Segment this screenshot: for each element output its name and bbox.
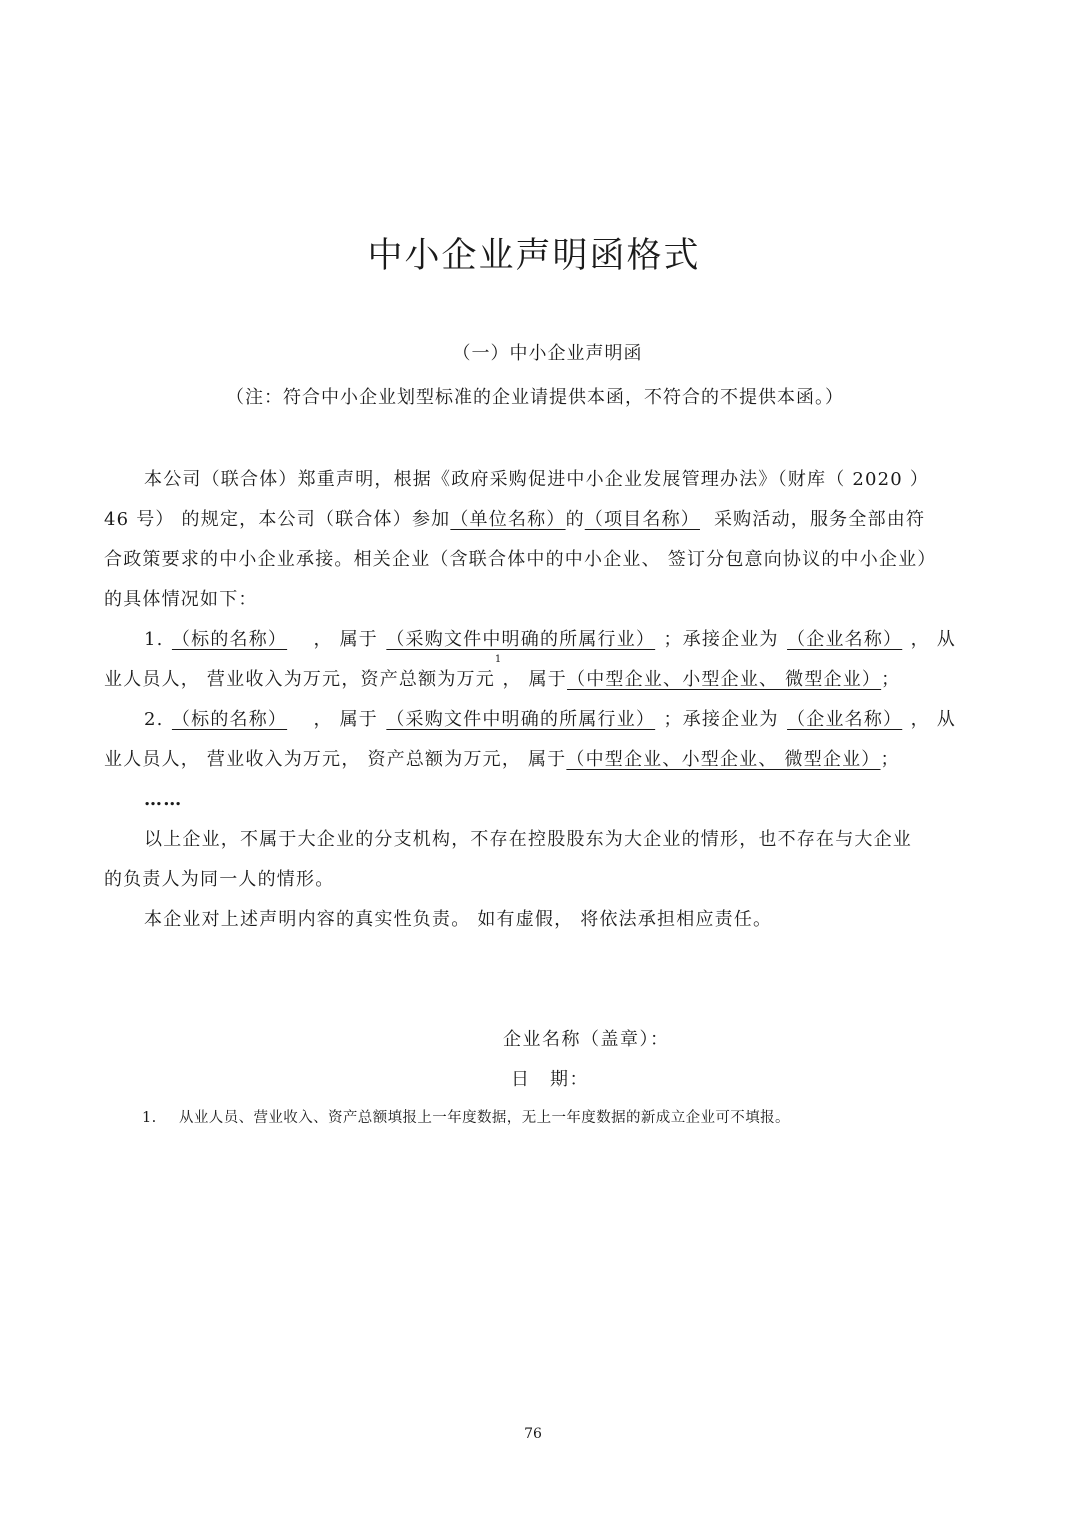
list-item-text: ；承接企业为: [663, 629, 779, 650]
paragraph2-text: 以上企业，不属于大企业的分支机构，不存在控股股东为大企业的情形，也不存在与大企业: [144, 829, 912, 850]
list-item-text: ；承接企业为: [663, 709, 779, 730]
list-item-2-line1: [104, 700, 956, 740]
industry-blank: （采购文件中明确的所属行业）: [386, 629, 656, 650]
footnote-marker: 1: [494, 654, 503, 665]
list-item-text: ， 属于: [502, 669, 568, 690]
paragraph1-line3: [104, 540, 956, 580]
list-item-number: 2.: [144, 709, 164, 730]
company-name-blank: （企业名称）: [787, 629, 903, 650]
paragraph1-line2: [104, 500, 956, 540]
company-name-blank: （企业名称）: [787, 709, 903, 730]
paragraph1-text: 的: [565, 509, 585, 530]
paragraph3-text: 本企业对上述声明内容的真实性负责。 如有虚假， 将依法承担相应责任。: [144, 909, 773, 930]
list-item-text: ；: [880, 749, 900, 770]
instruction-note: （注：符合中小企业划型标准的企业请提供本函，不符合的不提供本函。）: [226, 387, 844, 408]
list-item-text: ， 从: [910, 629, 956, 650]
unit-name-blank: （单位名称）: [450, 509, 566, 530]
subject-name-blank: （标的名称）: [171, 709, 288, 730]
industry-blank: （采购文件中明确的所属行业）: [386, 709, 656, 730]
list-item-1-line2: [104, 654, 956, 700]
project-name-blank: （项目名称）: [584, 509, 700, 530]
list-item-text: 业人员人， 营业收入为万元， 资产总额为万元， 属于: [104, 749, 567, 770]
list-item-text: ， 属于: [313, 709, 378, 730]
page-title: 中小企业声明函格式: [367, 236, 701, 276]
enterprise-type-blank: （中型企业、小型企业、 微型企业）: [567, 669, 882, 690]
paragraph1-text: 的具体情况如下：: [104, 589, 258, 610]
list-item-text: ；: [881, 669, 901, 690]
list-item-2-line2: [104, 740, 956, 780]
paragraph2-text: 的负责人为同一人的情形。: [104, 869, 335, 890]
declaration-body: [104, 460, 956, 940]
ellipsis-line: [104, 780, 956, 820]
list-item-text: ， 从: [910, 709, 956, 730]
paragraph1-text: 46 号） 的规定，本公司（联合体）参加: [104, 509, 451, 530]
list-item-text: ， 属于: [313, 629, 378, 650]
section-subtitle: （一）中小企业声明函: [452, 343, 643, 364]
page-number: 76: [524, 1426, 542, 1442]
paragraph3-line: [104, 900, 956, 940]
list-item-text: 业人员人， 营业收入为万元，资产总额为万元: [104, 669, 495, 690]
footnote-text: 从业人员、营业收入、资产总额填报上一年度数据，无上一年度数据的新成立企业可不填报。: [179, 1110, 790, 1126]
company-seal-label: 企业名称（盖章）：: [503, 1029, 670, 1050]
footnote: [142, 1106, 790, 1130]
footnote-number: 1.: [142, 1110, 157, 1126]
enterprise-type-blank: （中型企业、小型企业、 微型企业）: [566, 749, 881, 770]
list-item-number: 1.: [144, 629, 164, 650]
list-item-1-line1: [104, 620, 956, 660]
date-label: 日 期：: [511, 1069, 589, 1090]
paragraph1-text: 本公司（联合体）郑重声明，根据《政府采购促进中小企业发展管理办法》（财库（ 2020 ）: [144, 469, 930, 490]
signature-block: [503, 1020, 670, 1100]
paragraph1-text: 合政策要求的中小企业承接。相关企业（含联合体中的中小企业、 签订分包意向协议的中小企业）: [104, 549, 937, 570]
ellipsis: ……: [144, 789, 183, 810]
subject-name-blank: （标的名称）: [171, 629, 288, 650]
paragraph2-line2: [104, 860, 956, 900]
paragraph1-line1: [104, 460, 956, 500]
paragraph2-line1: [104, 820, 956, 860]
paragraph1-text: 采购活动，服务全部由符: [713, 509, 926, 530]
paragraph1-line4: [104, 580, 956, 620]
